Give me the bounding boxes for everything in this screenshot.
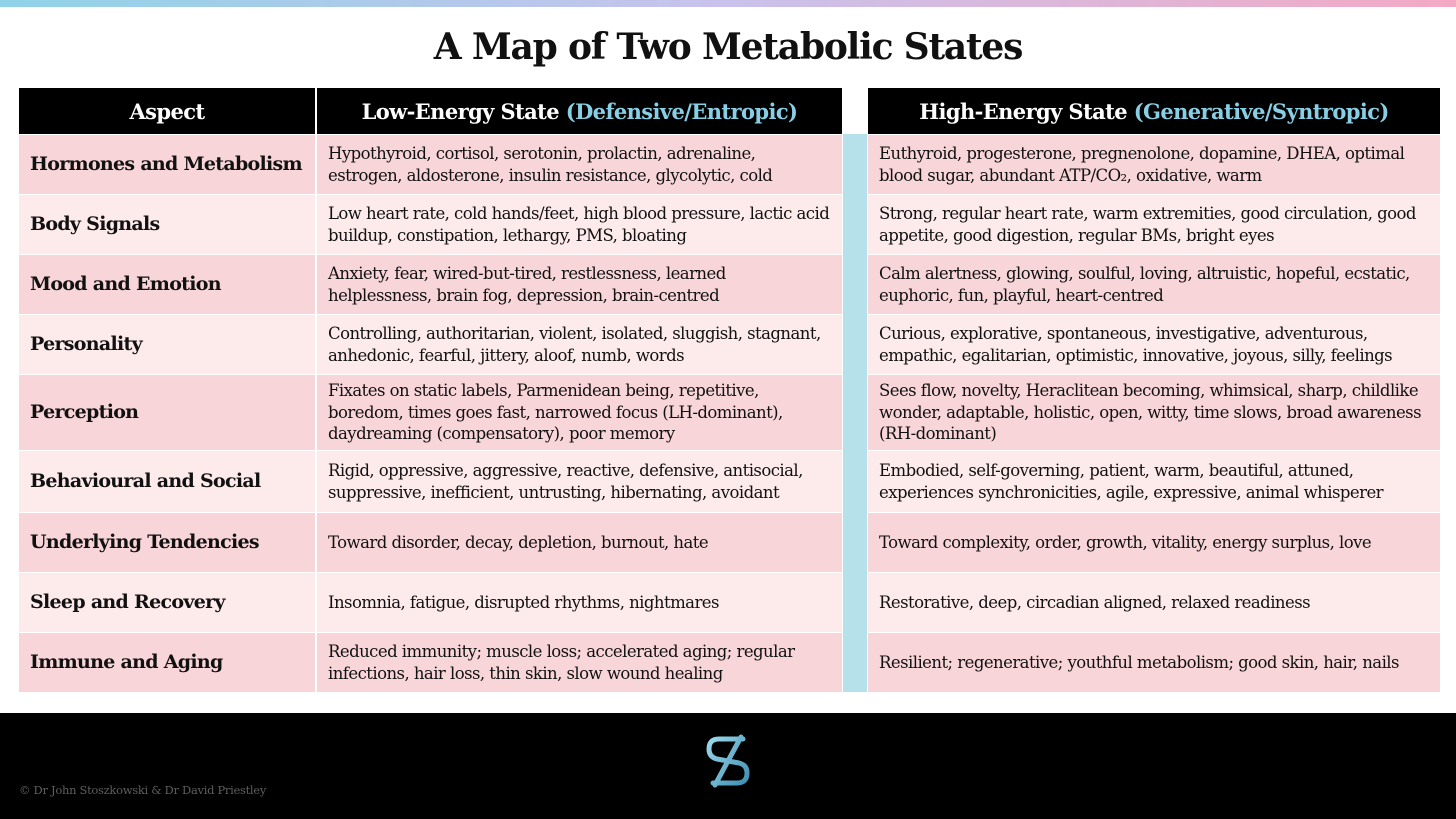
aspect-cell: Perception <box>19 375 317 450</box>
high-energy-cell: Euthyroid, progesterone, pregnenolone, dopamine, DHEA, optimal blood sugar, abundant ATP/CO₂, oxidative, warm <box>879 144 1405 185</box>
high-energy-column-header <box>868 88 1440 134</box>
table-row <box>19 314 842 374</box>
table-row <box>868 254 1440 314</box>
table-row <box>19 254 842 314</box>
low-energy-cell: Fixates on static labels, Parmenidean being, repetitive, boredom, times goes fast, narrowed focus (LH-dominant), daydreaming (compensatory), poor memory <box>328 381 783 444</box>
high-energy-cell: Curious, explorative, spontaneous, investigative, adventurous, empathic, egalitarian, optimistic, innovative, joyous, silly, feelings <box>879 324 1393 365</box>
table-row <box>19 374 842 450</box>
low-energy-cell: Low heart rate, cold hands/feet, high blood pressure, lactic acid buildup, constipation, lethargy, PMS, bloating <box>328 204 830 245</box>
low-energy-cell: Insomnia, fatigue, disrupted rhythms, nightmares <box>328 592 719 612</box>
table-row <box>868 632 1440 692</box>
table-row <box>868 512 1440 572</box>
high-energy-cell: Resilient; regenerative; youthful metabolism; good skin, hair, nails <box>879 652 1399 672</box>
low-energy-table <box>19 88 842 692</box>
divider-header-gap <box>843 88 867 134</box>
low-energy-cell: Controlling, authoritarian, violent, isolated, sluggish, stagnant, anhedonic, fearful, jittery, aloof, numb, words <box>328 324 821 365</box>
aspect-column-header: Aspect <box>19 88 317 134</box>
table-row <box>19 134 842 194</box>
aspect-cell: Underlying Tendencies <box>19 513 317 572</box>
low-energy-subtitle: (Defensive/Entropic) <box>565 98 798 124</box>
high-energy-cell: Restorative, deep, circadian aligned, relaxed readiness <box>879 592 1311 612</box>
low-energy-cell: Hypothyroid, cortisol, serotonin, prolactin, adrenaline, estrogen, aldosterone, insulin resistance, glycolytic, cold <box>328 144 773 185</box>
high-energy-subtitle: (Generative/Syntropic) <box>1133 98 1389 124</box>
aspect-cell: Mood and Emotion <box>19 255 317 314</box>
high-energy-cell: Calm alertness, glowing, soulful, loving, altruistic, hopeful, ecstatic, euphoric, fun, playful, heart-centred <box>879 264 1410 305</box>
table-header-row <box>19 88 842 134</box>
high-energy-table <box>868 88 1440 692</box>
low-energy-cell: Reduced immunity; muscle loss; accelerated aging; regular infections, hair loss, thin skin, slow wound healing <box>328 642 795 683</box>
footer <box>0 713 1456 819</box>
copyright-text: © Dr John Stoszkowski & Dr David Priestley <box>19 783 267 797</box>
high-energy-rows <box>868 134 1440 692</box>
table-row <box>19 632 842 692</box>
table-row <box>868 572 1440 632</box>
high-energy-cell: Sees flow, novelty, Heraclitean becoming, whimsical, sharp, childlike wonder, adaptable, holistic, open, witty, time slows, broad awareness (RH-dominant) <box>879 381 1421 444</box>
high-energy-cell: Toward complexity, order, growth, vitality, energy surplus, love <box>879 532 1372 552</box>
table-row <box>868 314 1440 374</box>
top-gradient-bar <box>0 0 1456 7</box>
aspect-cell: Behavioural and Social <box>19 451 317 512</box>
low-energy-cell: Rigid, oppressive, aggressive, reactive, defensive, antisocial, suppressive, inefficient, untrusting, hibernating, avoidant <box>328 461 803 502</box>
table-row <box>19 450 842 512</box>
aspect-cell: Sleep and Recovery <box>19 573 317 632</box>
aspect-cell: Body Signals <box>19 195 317 254</box>
s-monogram-icon <box>703 733 753 789</box>
table-row <box>19 572 842 632</box>
table-header-row-right <box>868 88 1440 134</box>
column-divider <box>843 88 867 692</box>
low-energy-cell: Toward disorder, decay, depletion, burnout, hate <box>328 532 709 552</box>
low-energy-title: Low-Energy State <box>361 98 560 124</box>
high-energy-title: High-Energy State <box>919 98 1127 124</box>
table-row <box>19 194 842 254</box>
table-row <box>19 512 842 572</box>
table-row <box>868 134 1440 194</box>
low-energy-column-header <box>317 88 842 134</box>
aspect-cell: Personality <box>19 315 317 374</box>
aspect-cell: Hormones and Metabolism <box>19 135 317 194</box>
low-energy-cell: Anxiety, fear, wired-but-tired, restlessness, learned helplessness, brain fog, depression, brain-centred <box>328 264 726 305</box>
table-row <box>868 450 1440 512</box>
high-energy-cell: Strong, regular heart rate, warm extremities, good circulation, good appetite, good digestion, regular BMs, bright eyes <box>879 204 1416 245</box>
aspect-cell: Immune and Aging <box>19 633 317 692</box>
table-row <box>868 374 1440 450</box>
low-energy-rows <box>19 134 842 692</box>
high-energy-cell: Embodied, self-governing, patient, warm, beautiful, attuned, experiences synchronicities, agile, expressive, animal whisperer <box>879 461 1384 502</box>
page-title: A Map of Two Metabolic States <box>433 26 1023 68</box>
table-row <box>868 194 1440 254</box>
